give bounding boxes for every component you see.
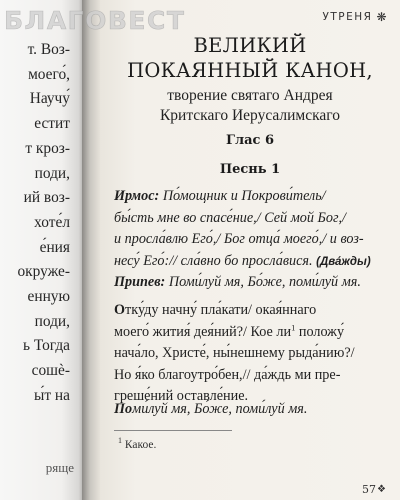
ornament-icon: ❋: [376, 10, 388, 24]
left-line: сошѐ-: [31, 362, 70, 380]
tone-heading: Глас 6: [225, 133, 275, 148]
footnote-ref: 1: [291, 321, 296, 332]
left-line: Научу́: [29, 90, 70, 108]
irmos-line-3: и просла́влю Его́,/ Бог отца́ моего́,/ и воз-: [114, 231, 364, 248]
ode-heading: Песнь 1: [219, 162, 281, 177]
footnote: [118, 436, 157, 451]
left-line: ий воз-: [23, 189, 70, 207]
refrain-block: [114, 272, 392, 294]
irmos-line-4: несу́ Его́://: [114, 252, 178, 269]
book-gutter: [82, 0, 100, 500]
left-line: енную: [27, 288, 70, 306]
troparion-line-2-end: положу́: [298, 323, 345, 340]
left-page-text: [17, 38, 70, 409]
troparion-line-5: греше́ний оставле́ние.: [114, 388, 249, 405]
irmos-block: [114, 186, 392, 273]
left-line: ы́т на: [34, 386, 70, 404]
page-ornament-icon: ❖: [377, 484, 386, 495]
footnote-divider: [114, 430, 232, 431]
page-number-value: 57: [362, 483, 377, 496]
troparion-line-2: моего́ жития́ дея́ний?/ Кое ли: [114, 323, 292, 340]
running-head-text: УТРЕНЯ: [322, 11, 373, 23]
page-number: [362, 483, 386, 496]
page-subtitle: [100, 86, 400, 126]
pripev-label: Припев:: [114, 274, 166, 290]
troparion-line-4: Но я́ко благоутро́бен,// да́ждь ми пре-: [114, 366, 341, 383]
title-line-1: ВЕЛИКИЙ: [193, 34, 307, 57]
irmos-line-4b: сла́вно бо просла́вися.: [180, 252, 313, 269]
refrain-text: ми́луй мя, Бо́же, поми́луй мя.: [132, 401, 308, 417]
footnote-text: Какое.: [124, 439, 157, 451]
irmos-line-2: бы́сть мне во спасе́ние,/ Сей мой Бог,/: [114, 209, 346, 226]
left-line: т. Воз-: [27, 41, 70, 58]
left-line: поди,: [34, 312, 70, 330]
closing-refrain: [114, 399, 392, 421]
irmos-label: Ирмос:: [114, 188, 160, 204]
troparion-line-1: тку́ду начну́ пла́кати/ окая́ннаго: [125, 302, 317, 318]
left-line: е́ния: [39, 238, 70, 256]
left-bottom-fragment: ряще: [45, 460, 74, 475]
troparion-block: [114, 300, 392, 408]
footnote-marker: 1: [118, 436, 122, 446]
running-head: [322, 10, 388, 24]
left-line: хоте́л: [34, 213, 70, 231]
troparion-line-3: нача́ло, Христе́, ны́нешнему рыда́нию?/: [114, 345, 355, 362]
watermark-logo: БЛАГОВЕСТ: [4, 6, 186, 35]
right-page: [100, 0, 400, 500]
title-line-2: ПОКАЯННЫЙ КАНОН,: [127, 59, 373, 82]
left-line: моего́,: [28, 65, 70, 83]
irmos-line-1: По́мощник и Покрови́тель/: [162, 188, 326, 204]
refrain-initial: По: [114, 401, 133, 417]
left-line: поди,: [34, 164, 70, 182]
left-line: ь Тогда: [22, 337, 70, 355]
left-line: т кроз-: [25, 139, 70, 157]
left-page: [0, 0, 82, 500]
left-line: окруже-: [17, 263, 70, 281]
page-title: [100, 33, 400, 83]
troparion-initial: О: [114, 302, 126, 318]
subtitle-line-1: творение святаго Андрея: [167, 87, 333, 104]
left-line: естит: [34, 115, 70, 133]
pripev-text: Поми́луй мя, Бо́же, поми́луй мя.: [168, 274, 361, 290]
subtitle-line-2: Критскаго Иерусалимскаго: [159, 107, 341, 124]
irmos-twice-note: (Два́жды): [316, 255, 371, 268]
